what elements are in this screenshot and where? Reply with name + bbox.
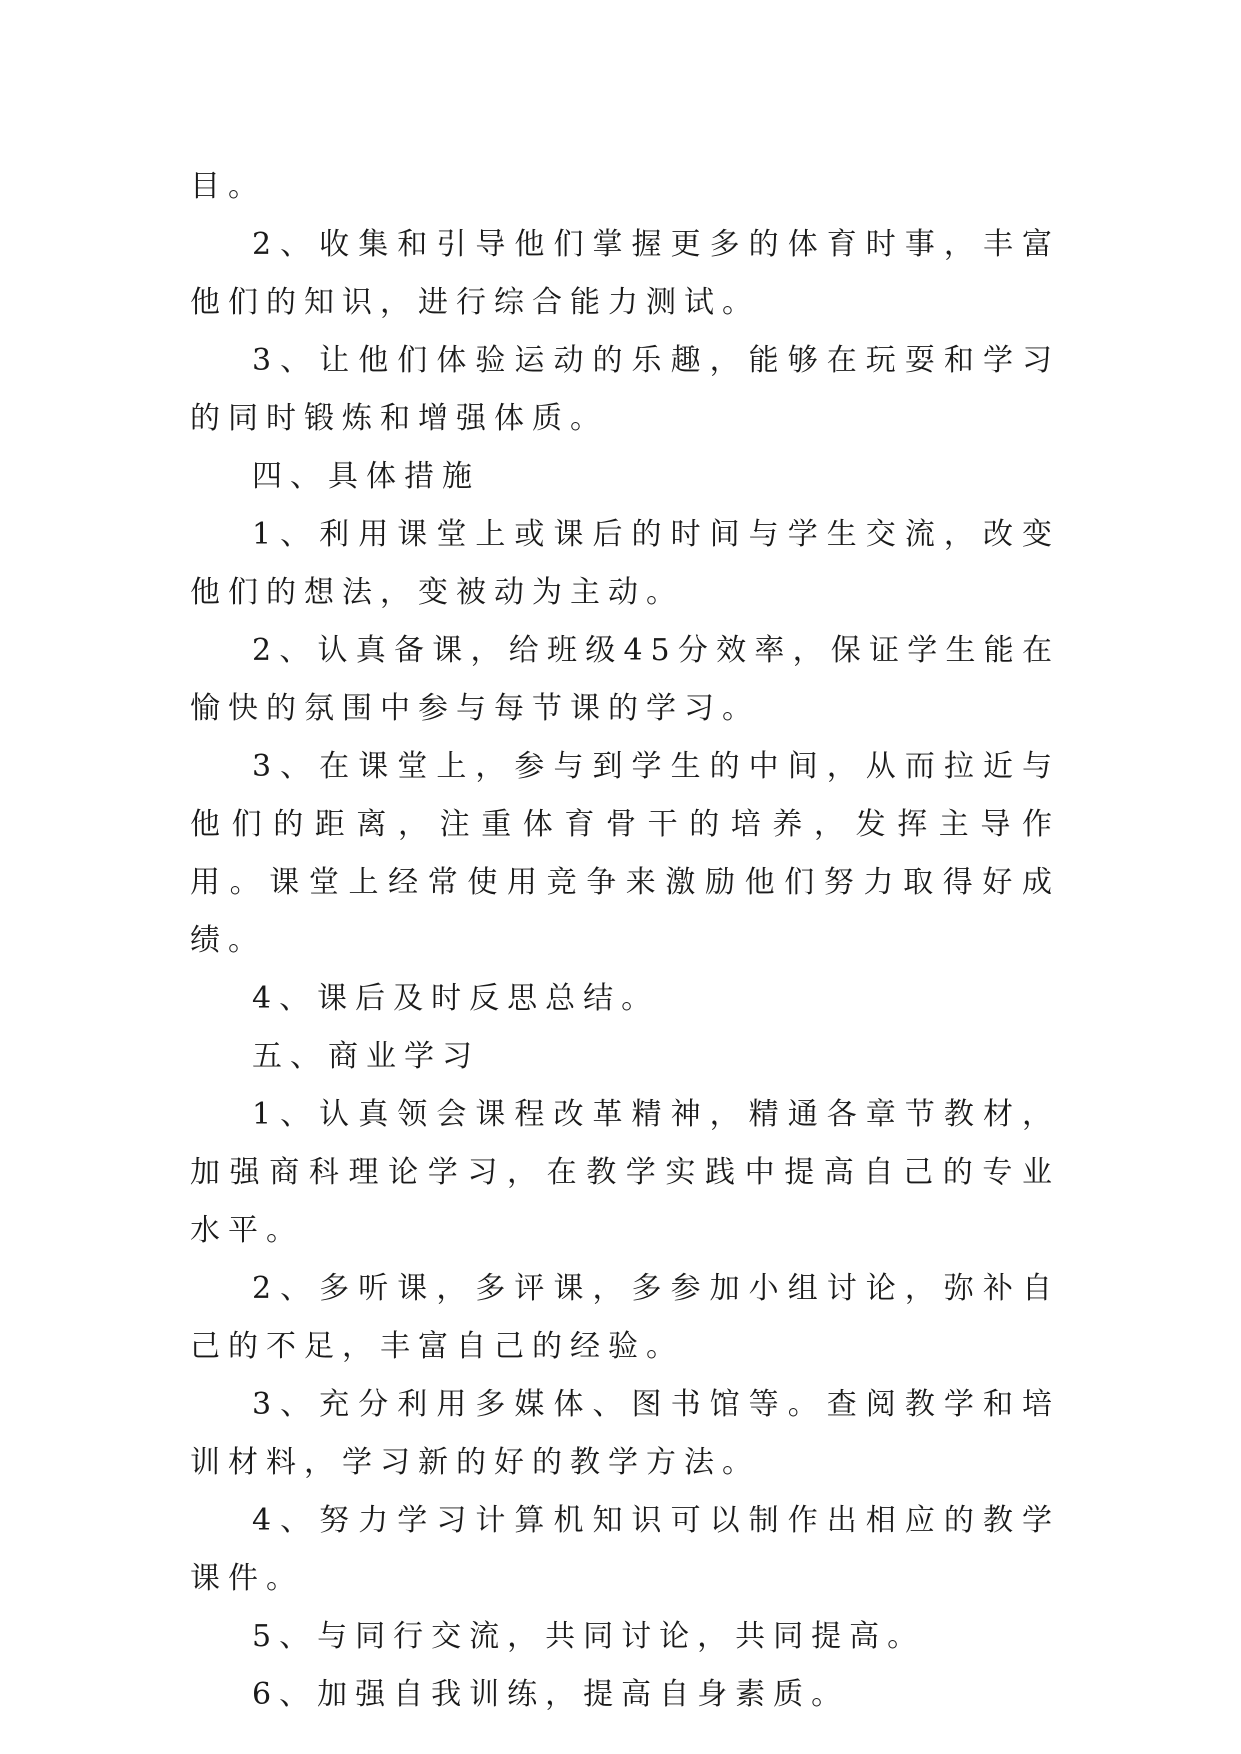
section-heading: 四、具体措施 xyxy=(252,459,480,494)
section-heading: 五、商业学习 xyxy=(252,1039,480,1074)
paragraph: 2、多听课，多评课，多参加小组讨论，弥补自己的不足，丰富自己的经验。 xyxy=(190,1271,1060,1364)
paragraph: 2、认真备课，给班级45分效率，保证学生能在愉快的氛围中参与每节课的学习。 xyxy=(190,633,1060,726)
paragraph: 4、努力学习计算机知识可以制作出相应的教学课件。 xyxy=(190,1503,1060,1596)
paragraph: 4、课后及时反思总结。 xyxy=(252,981,660,1016)
paragraph: 3、充分利用多媒体、图书馆等。查阅教学和培训材料，学习新的好的教学方法。 xyxy=(190,1387,1060,1480)
paragraph: 1、认真领会课程改革精神，精通各章节教材，加强商科理论学习，在教学实践中提高自己的专业水平。 xyxy=(190,1097,1060,1248)
paragraph: 5、与同行交流，共同讨论，共同提高。 xyxy=(252,1619,926,1654)
paragraph: 3、在课堂上，参与到学生的中间，从而拉近与他们的距离，注重体育骨干的培养，发挥主导作用。课堂上经常使用竞争来激励他们努力取得好成绩。 xyxy=(190,749,1060,958)
paragraph: 2、收集和引导他们掌握更多的体育时事，丰富他们的知识，进行综合能力测试。 xyxy=(190,227,1060,320)
paragraph: 3、让他们体验运动的乐趣，能够在玩耍和学习的同时锻炼和增强体质。 xyxy=(190,343,1060,436)
paragraph: 6、加强自我训练，提高自身素质。 xyxy=(252,1677,850,1712)
paragraph: 1、利用课堂上或课后的时间与学生交流，改变他们的想法，变被动为主动。 xyxy=(190,517,1060,610)
document-body xyxy=(190,158,1060,1724)
paragraph: 目。 xyxy=(190,169,266,204)
